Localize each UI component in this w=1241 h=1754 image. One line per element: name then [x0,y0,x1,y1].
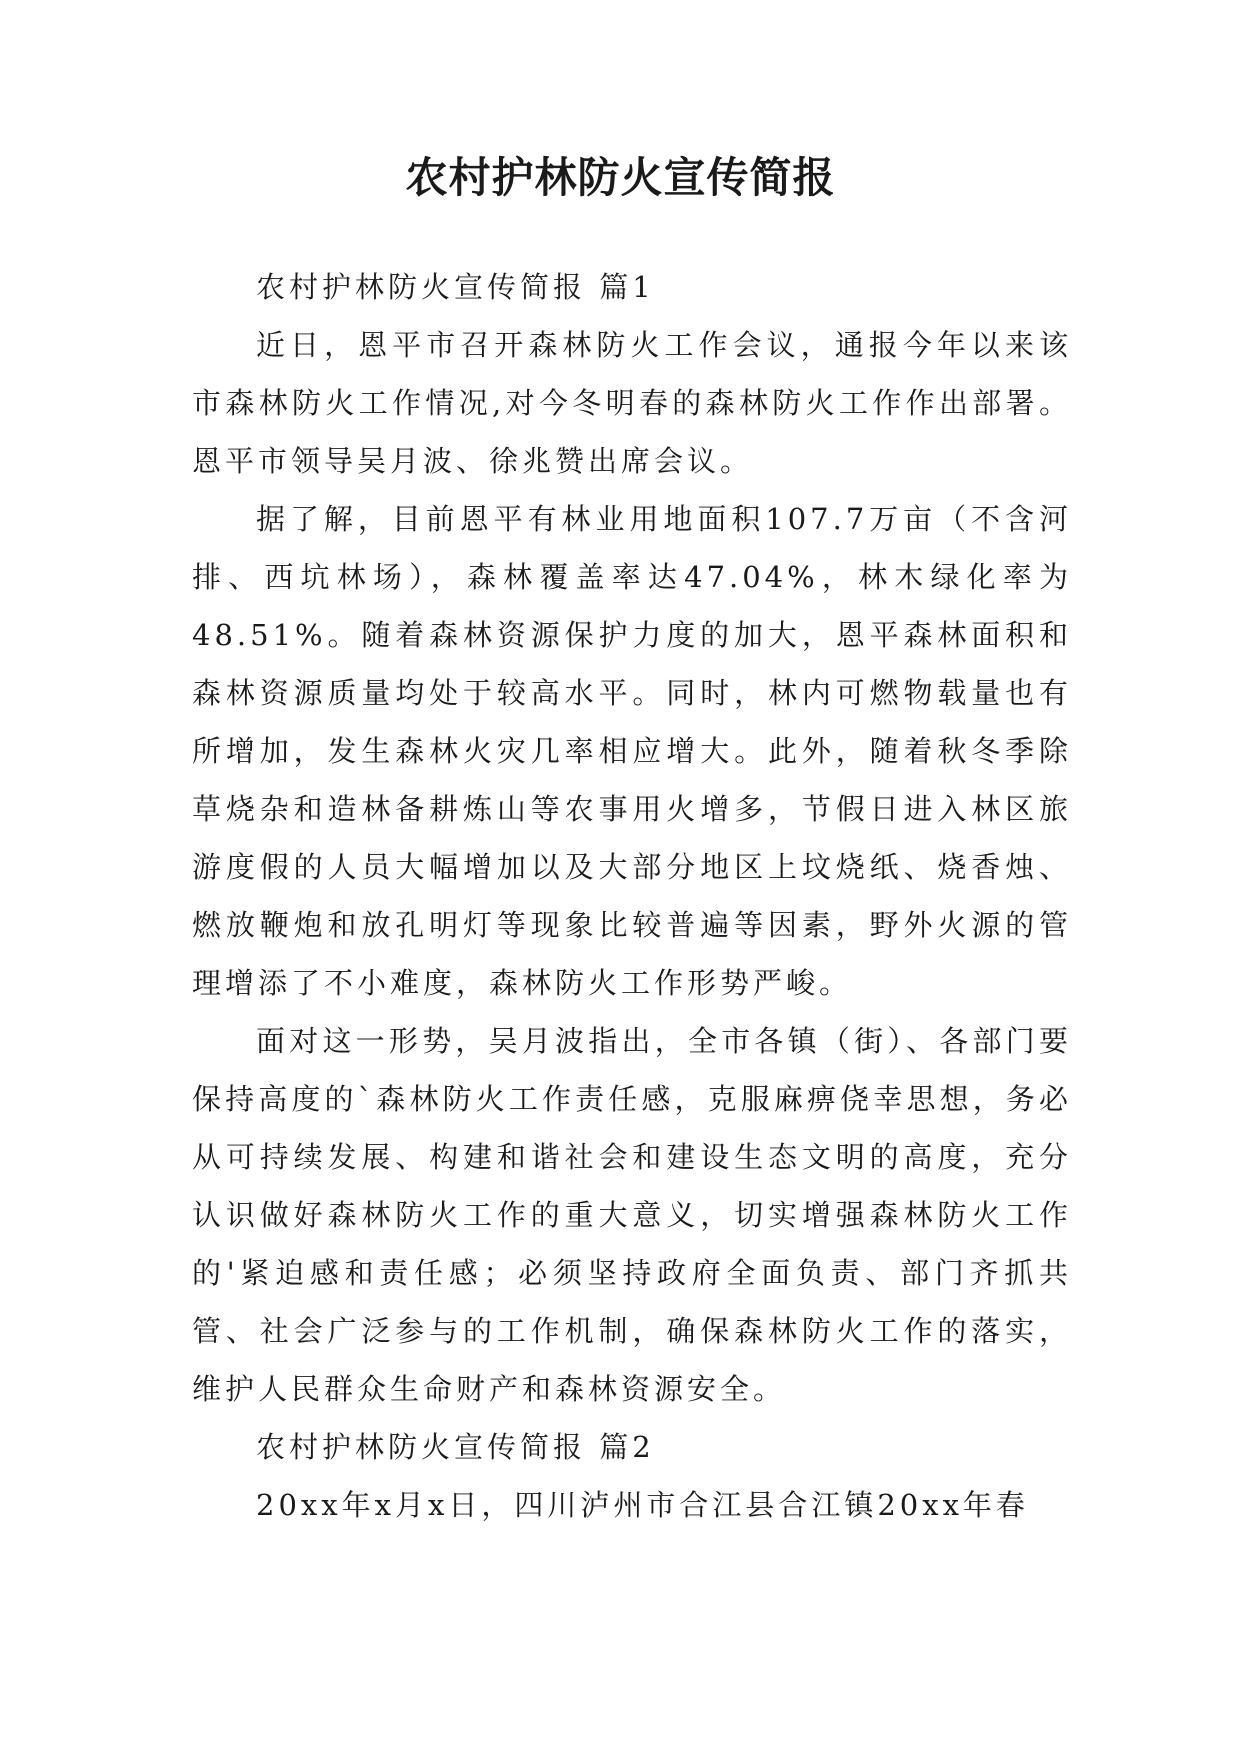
section-heading-2: 农村护林防火宣传简报 篇2 [256,1430,655,1464]
paragraph-4: 20xx年x月x日，四川泸州市合江县合江镇20xx年春 [256,1488,1029,1522]
section-heading-1: 农村护林防火宣传简报 篇1 [256,270,655,304]
paragraph-3: 面对这一形势，吴月波指出，全市各镇（街）、各部门要保持高度的`森林防火工作责任感，克服麻痹侥幸思想，务必从可持续发展、构建和谐社会和建设生态文明的高度，充分认识做好森林防火工作的重大意义，切实增强森林防火工作的'紧迫感和责任感；必须坚持政府全面负责、部门齐抓共管、社会广泛参与的工作机制，确保森林防火工作的落实，维护人民群众生命财产和森林资源安全。 [192,1024,1072,1406]
paragraph-1: 近日，恩平市召开森林防火工作会议，通报今年以来该市森林防火工作情况,对今冬明春的森林防火工作作出部署。恩平市领导吴月波、徐兆赞出席会议。 [192,328,1072,478]
paragraph-2: 据了解，目前恩平有林业用地面积107.7万亩（不含河排、西坑林场），森林覆盖率达47.04%，林木绿化率为48.51%。随着森林资源保护力度的加大，恩平森林面积和森林资源质量均处于较高水平。同时，林内可燃物载量也有所增加，发生森林火灾几率相应增大。此外，随着秋冬季除草烧杂和造林备耕炼山等农事用火增多，节假日进入林区旅游度假的人员大幅增加以及大部分地区上坟烧纸、烧香烛、燃放鞭炮和放孔明灯等现象比较普遍等因素，野外火源的管理增添了不小难度，森林防火工作形势严峻。 [192,502,1072,1000]
document-title: 农村护林防火宣传简报 [405,153,836,202]
document-body [192,258,1072,1534]
